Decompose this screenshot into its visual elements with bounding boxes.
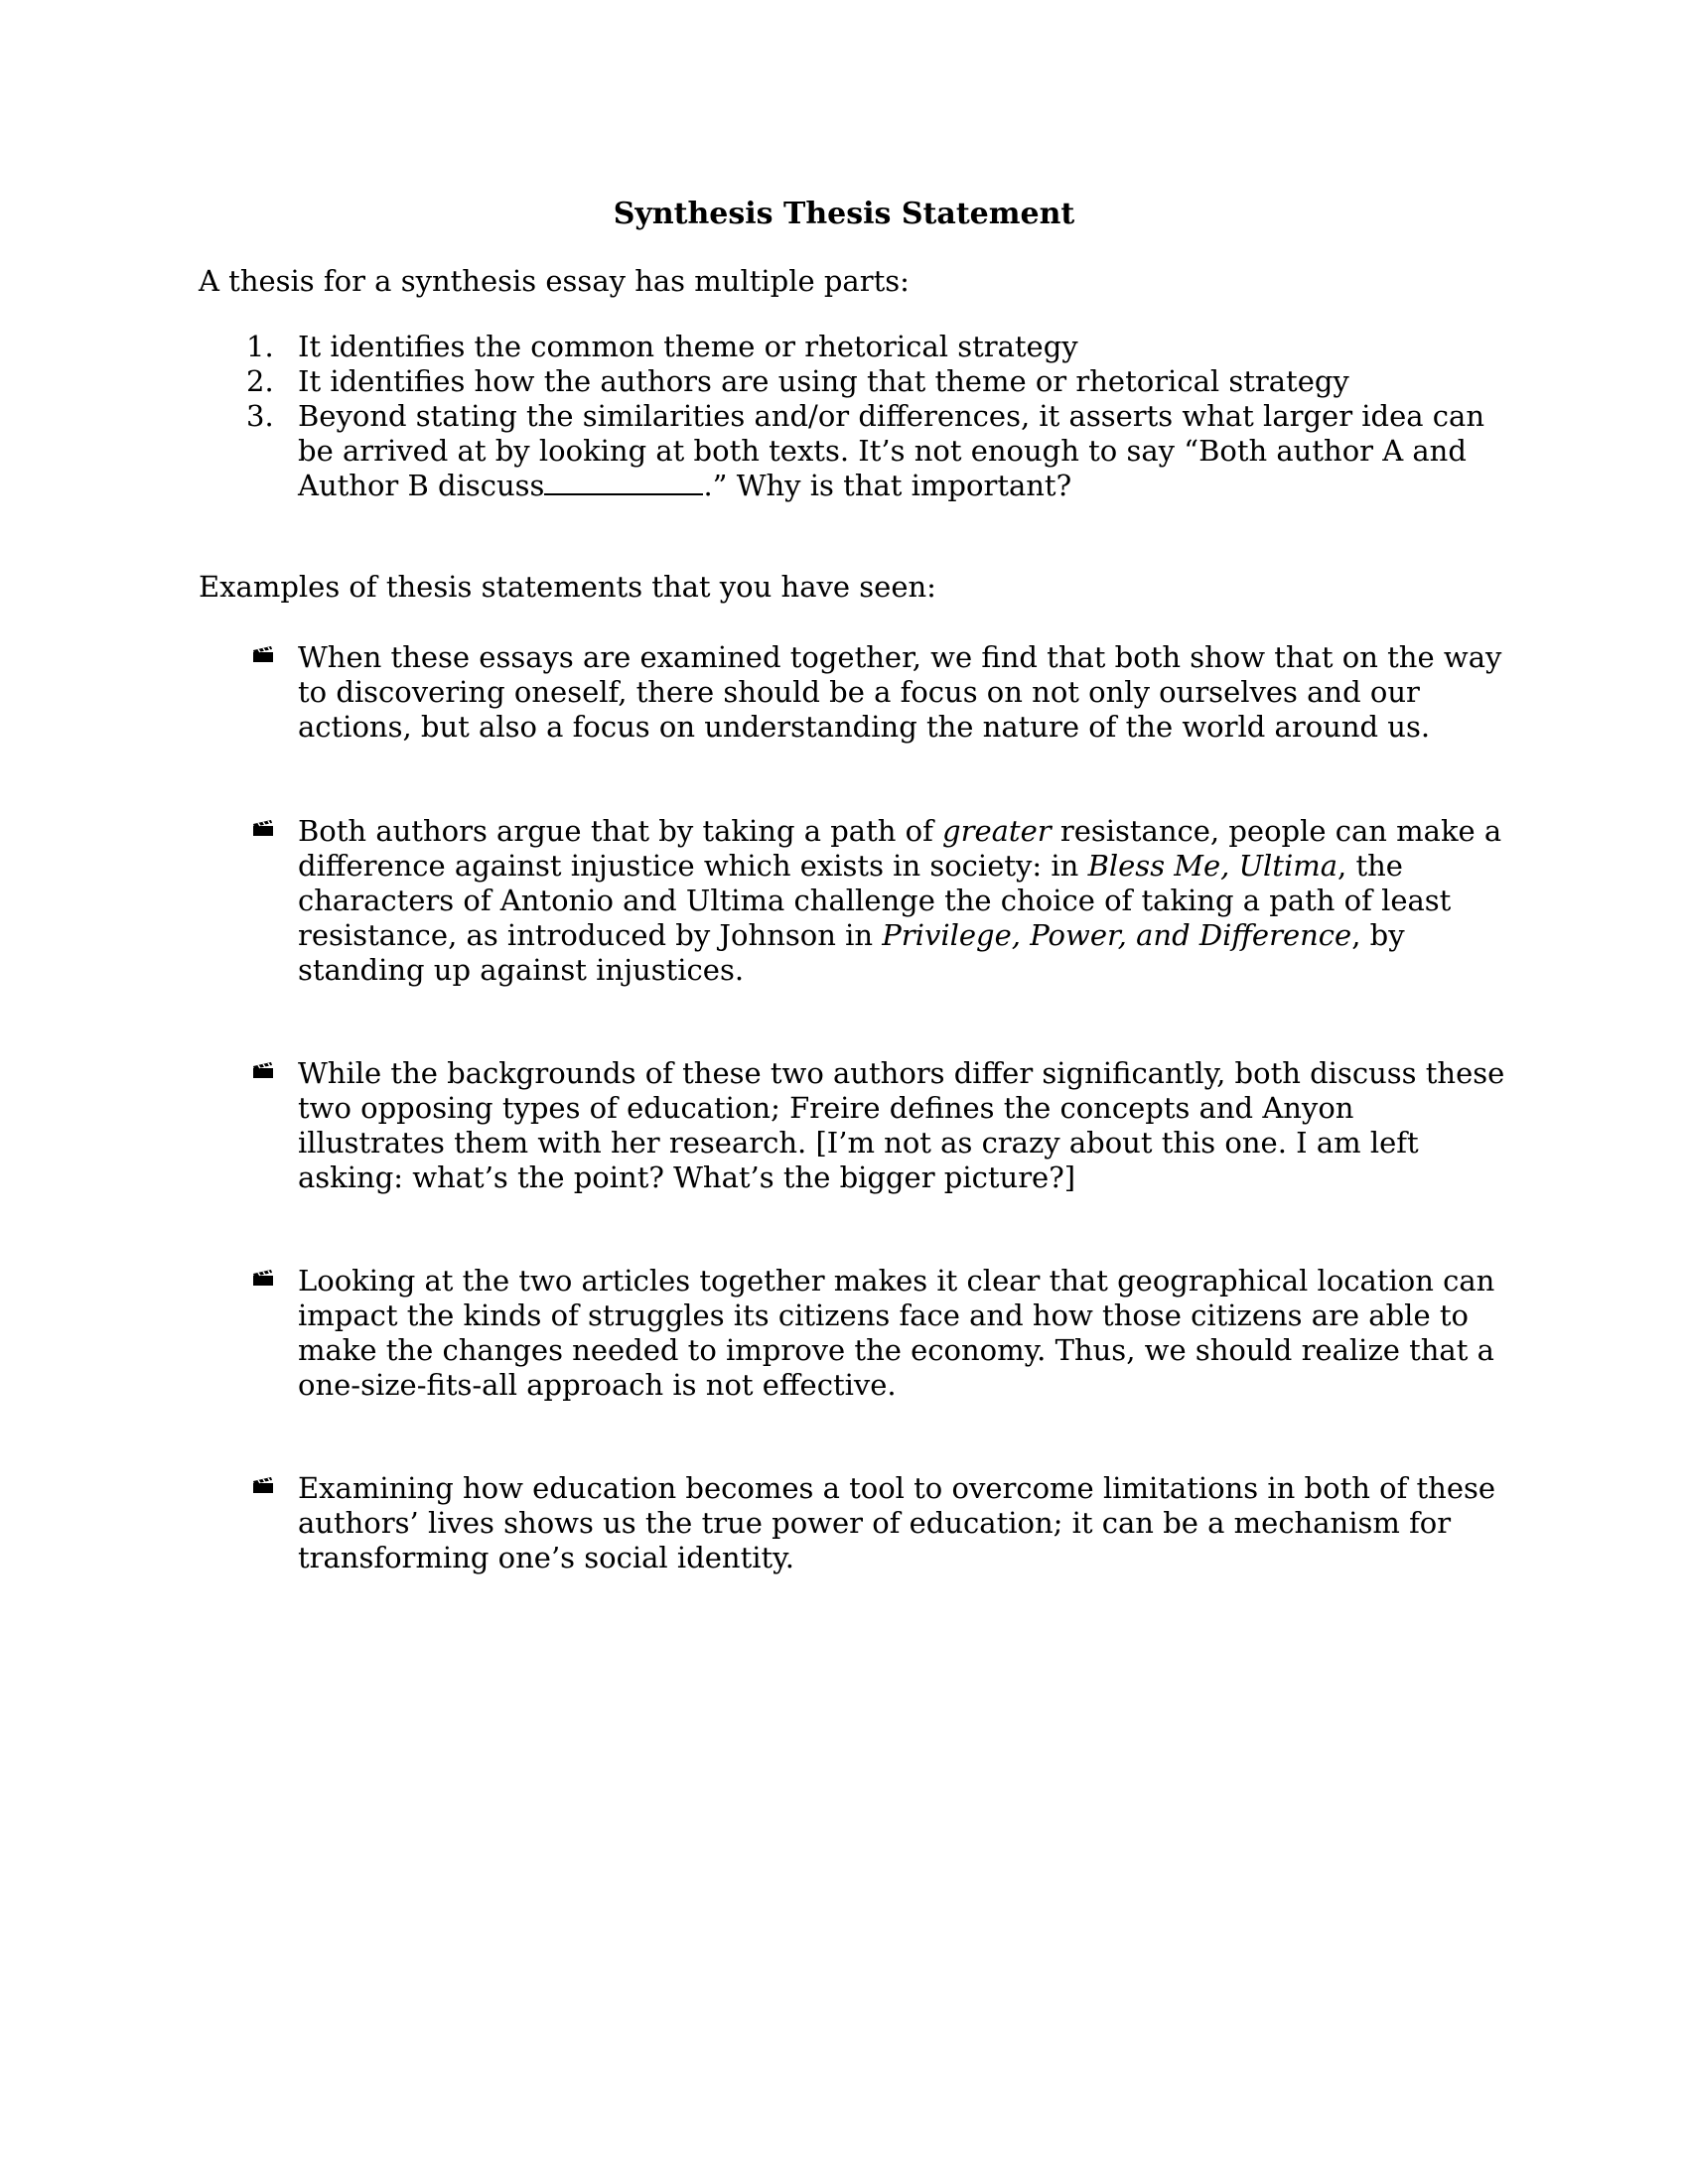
example-text: Examining how education becomes a tool to overcome limitations in both of these authors’ lives shows us the true power of education; it can be a mechanism for transforming one’s social identity. bbox=[298, 1471, 1496, 1574]
list-number: 2. bbox=[246, 364, 274, 398]
list-item-text: It identifies the common theme or rhetorical strategy bbox=[298, 330, 1078, 363]
list-number: 1. bbox=[246, 330, 274, 363]
clapperboard-icon bbox=[252, 819, 274, 837]
list-item-text: It identifies how the authors are using that theme or rhetorical strategy bbox=[298, 364, 1349, 398]
clapperboard-icon bbox=[252, 645, 274, 663]
list-item bbox=[199, 1264, 1509, 1403]
fill-in-blank bbox=[544, 472, 703, 495]
example-text-italic: greater bbox=[942, 814, 1052, 848]
clapperboard-icon bbox=[252, 1061, 274, 1079]
list-item bbox=[199, 399, 1489, 503]
clapperboard-icon bbox=[252, 1269, 274, 1287]
example-text: When these essays are examined together, we find that both show that on the way to discovering oneself, there should be a focus on not only ourselves and our actions, but also a focus on understanding the nature of the world around us. bbox=[298, 640, 1502, 744]
example-text: Looking at the two articles together makes it clear that geographical location can impact the kinds of struggles its citizens face and how those citizens are able to make the changes needed to improve the economy. Thus, we should realize that a one-size-fits-all approach is not effective. bbox=[298, 1264, 1495, 1402]
page-title: Synthesis Thesis Statement bbox=[613, 197, 1075, 231]
list-item bbox=[199, 364, 1489, 399]
thesis-parts-list bbox=[199, 330, 1489, 503]
list-item bbox=[199, 640, 1509, 745]
example-text: , by standing up against injustices. bbox=[298, 918, 1405, 987]
list-item-text: .” Why is that important? bbox=[703, 469, 1072, 502]
example-text: , the characters of Antonio and Ultima challenge the choice of taking a path of least resistance, as introduced by Johnson in bbox=[298, 849, 1452, 952]
example-text: Both authors argue that by taking a path of bbox=[298, 814, 943, 848]
example-text: While the backgrounds of these two authors differ significantly, both discuss these two opposing types of education; Freire defines the concepts and Anyon illustrates them with her research. [I’m not as crazy about this one. I am left asking: what’s the point? What’s the bigger picture?] bbox=[298, 1056, 1505, 1194]
list-item-text: Beyond stating the similarities and/or differences, it asserts what larger idea can be arrived at by looking at both texts. It’s not enough to say “Both author A and Author B discuss bbox=[298, 399, 1484, 502]
list-item bbox=[199, 330, 1489, 364]
list-item bbox=[199, 1056, 1509, 1195]
book-title: Bless Me, Ultima bbox=[1087, 849, 1338, 883]
examples-heading: Examples of thesis statements that you have seen: bbox=[199, 570, 936, 604]
list-item bbox=[199, 814, 1509, 988]
example-text: resistance, people can make a difference against injustice which exists in society: in bbox=[298, 814, 1502, 883]
clapperboard-icon bbox=[252, 1476, 274, 1494]
intro-text: A thesis for a synthesis essay has multiple parts: bbox=[199, 264, 910, 298]
book-title: Privilege, Power, and Difference bbox=[882, 918, 1352, 952]
list-item bbox=[199, 1471, 1509, 1575]
list-number: 3. bbox=[246, 399, 274, 433]
